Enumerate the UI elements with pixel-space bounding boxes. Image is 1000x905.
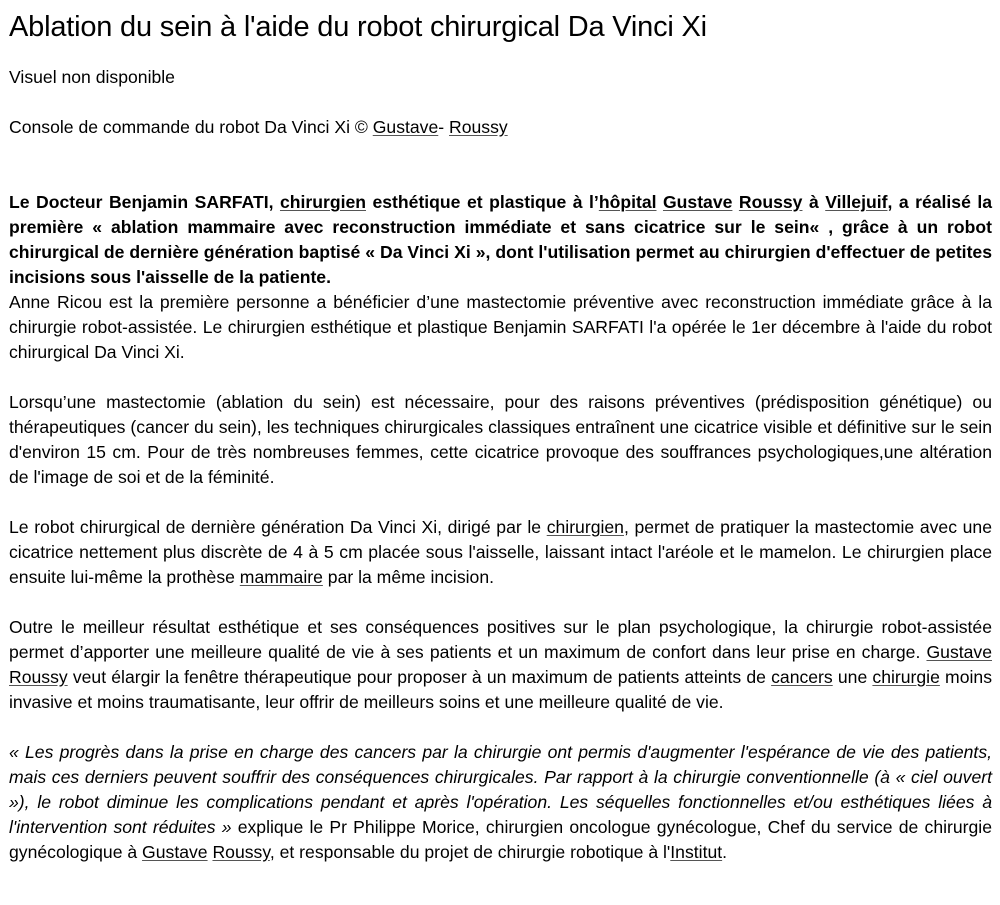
lead-text: , a réalisé la première « ablation mammaire avec reconstruction immédiate et sans cicatrice sur le sein« , grâce à un robot chirurgical de dernière génération baptisé « Da Vinci Xi », dont l'utilisation permet au chirurgien d'effectuer de petites incisions sous l'aisselle de la patiente. bbox=[9, 192, 993, 287]
link-gustave[interactable]: Gustave bbox=[142, 842, 208, 862]
link-mammaire[interactable]: mammaire bbox=[239, 567, 323, 587]
link-roussy[interactable]: Roussy bbox=[9, 667, 68, 687]
paragraph-text: Le robot chirurgical de dernière génération Da Vinci Xi, dirigé par le bbox=[9, 517, 547, 537]
link-hopital[interactable]: hôpital bbox=[598, 192, 657, 212]
paragraph-text: par la même incision. bbox=[322, 567, 495, 587]
link-gustave[interactable]: Gustave bbox=[926, 642, 992, 662]
link-chirurgien[interactable]: chirurgien bbox=[546, 517, 624, 537]
paragraph-robot bbox=[9, 515, 992, 590]
paragraph-text: moins invasive et moins traumatisante, leur offrir de meilleurs soins et une meilleure qualité de vie. bbox=[9, 667, 992, 712]
link-chirurgie[interactable]: chirurgie bbox=[872, 667, 940, 687]
paragraph-text: explique le Pr Philippe Morice, chirurgien oncologue gynécologue, Chef du service de chirurgie gynécologique à bbox=[9, 817, 992, 862]
paragraph-text: une bbox=[832, 667, 873, 687]
lead-text: Le Docteur Benjamin SARFATI, bbox=[9, 192, 280, 212]
link-chirurgien[interactable]: chirurgien bbox=[279, 192, 366, 212]
paragraph-text: , permet de pratiquer la mastectomie avec une cicatrice nettement plus discrète de 4 à 5 cm placée sous l'aisselle, laissant intact l'aréole et le mamelon. Le chirurgien place ensuite lui-même la prothèse bbox=[9, 517, 992, 587]
lead-paragraph bbox=[9, 190, 992, 290]
paragraph-resultat bbox=[9, 615, 992, 715]
link-roussy[interactable]: Roussy bbox=[212, 842, 270, 862]
caption-separator: - bbox=[438, 117, 450, 137]
paragraph-text: veut élargir la fenêtre thérapeutique pour proposer à un maximum de patients atteints de bbox=[67, 667, 772, 687]
link-gustave[interactable]: Gustave bbox=[662, 192, 733, 212]
lead-text: esthétique et plastique à l’ bbox=[366, 192, 599, 212]
link-villejuif[interactable]: Villejuif bbox=[825, 192, 888, 212]
link-roussy[interactable]: Roussy bbox=[738, 192, 803, 212]
paragraph-mastectomie: Lorsqu’une mastectomie (ablation du sein) est nécessaire, pour des raisons préventives (prédisposition génétique) ou thérapeutiques (cancer du sein), les techniques chirurgicales classiques entraînent une cicatrice visible et définitive sur le sein d'environ 15 cm. Pour de très nombreuses femmes, cette cicatrice provoque des souffrances psychologiques,une altération de l'image de soi et de la féminité. bbox=[9, 392, 992, 487]
paragraph-text: Outre le meilleur résultat esthétique et ses conséquences positives sur le plan psychologique, la chirurgie robot-assistée permet d’apporter une meilleure qualité de vie à ses patients et un maximum de confort dans leur prise en charge. bbox=[9, 617, 992, 662]
page-title: Ablation du sein à l'aide du robot chirurgical Da Vinci Xi bbox=[9, 11, 707, 43]
paragraph-quote bbox=[9, 740, 992, 865]
paragraph-text: . bbox=[722, 842, 728, 862]
paragraph-anne-ricou: Anne Ricou est la première personne a bénéficier d’une mastectomie préventive avec reconstruction immédiate grâce à la chirurgie robot-assistée. Le chirurgien esthétique et plastique Benjamin SARFATI l'a opérée le 1er décembre à l'aide du robot chirurgical Da Vinci Xi. bbox=[9, 292, 992, 362]
quote-text: « Les progrès dans la prise en charge des cancers par la chirurgie ont permis d'augmenter l'espérance de vie des patients, mais ces derniers peuvent souffrir des conséquences chirurgicales. Par rapport à la chirurgie conventionnelle (à « ciel ouvert »), le robot diminue les complications pendant et après l'opération. Les séquelles fonctionnelles et/ou esthétiques liées à l'intervention sont réduites » bbox=[9, 742, 992, 837]
link-institut[interactable]: Institut bbox=[670, 842, 723, 862]
link-cancers[interactable]: cancers bbox=[771, 667, 833, 687]
visual-unavailable-note: Visuel non disponible bbox=[9, 67, 175, 87]
caption-text: Console de commande du robot Da Vinci Xi © bbox=[9, 117, 373, 137]
link-roussy[interactable]: Roussy bbox=[449, 117, 508, 137]
lead-text: à bbox=[802, 192, 826, 212]
image-caption bbox=[9, 115, 992, 140]
paragraph-text: , et responsable du projet de chirurgie robotique à l' bbox=[269, 842, 671, 862]
link-gustave[interactable]: Gustave bbox=[372, 117, 439, 137]
